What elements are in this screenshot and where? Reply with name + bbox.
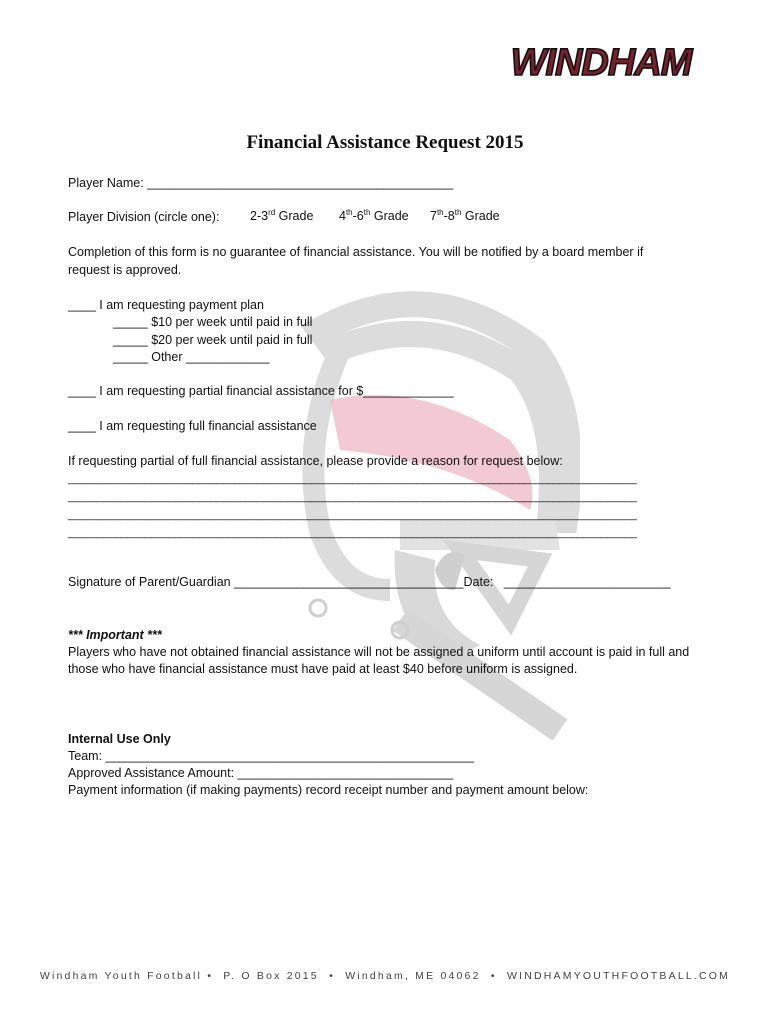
division-option-2-3[interactable]: 2-3rd Grade (250, 207, 314, 223)
form-title: Financial Assistance Request 2015 (246, 132, 524, 153)
partial-assistance-option[interactable]: ____ I am requesting partial financial assistance for $_____________ (68, 384, 454, 398)
reason-line[interactable]: ________________________________________________________________________________________________ (68, 527, 637, 539)
important-line-1: Players who have not obtained financial assistance will not be assigned a uniform until account is paid in full and (68, 645, 690, 659)
signature-field[interactable]: Signature of Parent/Guardian _________________________________Date: ________________________ (68, 575, 671, 589)
team-field[interactable]: Team: _____________________________________________________ (68, 749, 474, 763)
full-assistance-option[interactable]: ____ I am requesting full financial assistance (68, 419, 317, 433)
svg-text:WINDHAM: WINDHAM (510, 42, 692, 84)
division-label: Player Division (circle one): (68, 210, 220, 224)
payment-information-label: Payment information (if making payments) record receipt number and payment amount below: (68, 783, 589, 797)
reason-prompt: If requesting partial of full financial assistance, please provide a reason for request below: (68, 454, 563, 468)
internal-use-heading: Internal Use Only (68, 732, 171, 746)
important-line-2: those who have financial assistance must have paid at least $40 before uniform is assigned. (68, 662, 578, 676)
plan-option-10[interactable]: _____ $10 per week until paid in full (113, 315, 313, 329)
important-heading: *** Important *** (68, 628, 162, 642)
approved-amount-field[interactable]: Approved Assistance Amount: _______________________________ (68, 766, 454, 780)
windham-logo (498, 38, 704, 86)
reason-line[interactable]: ________________________________________________________________________________________________ (68, 491, 637, 503)
page-footer: Windham Youth Football • P. O Box 2015 • Windham, ME 04062 • WINDHAMYOUTHFOOTBALL.COM (39, 970, 731, 982)
division-option-4-6[interactable]: 4th-6th Grade (339, 207, 409, 223)
reason-line[interactable]: ________________________________________________________________________________________________ (68, 473, 637, 485)
division-option-7-8[interactable]: 7th-8th Grade (430, 207, 500, 223)
plan-option-20[interactable]: _____ $20 per week until paid in full (113, 333, 313, 347)
disclaimer-line-2: request is approved. (68, 263, 182, 277)
player-name-field[interactable]: Player Name: ____________________________________________ (68, 176, 454, 190)
plan-option-other[interactable]: _____ Other ____________ (113, 350, 270, 364)
payment-plan-option[interactable]: ____ I am requesting payment plan (68, 298, 264, 312)
disclaimer-line-1: Completion of this form is no guarantee of financial assistance. You will be notified by a board member if (68, 245, 644, 259)
reason-line[interactable]: ________________________________________________________________________________________________ (68, 509, 637, 521)
